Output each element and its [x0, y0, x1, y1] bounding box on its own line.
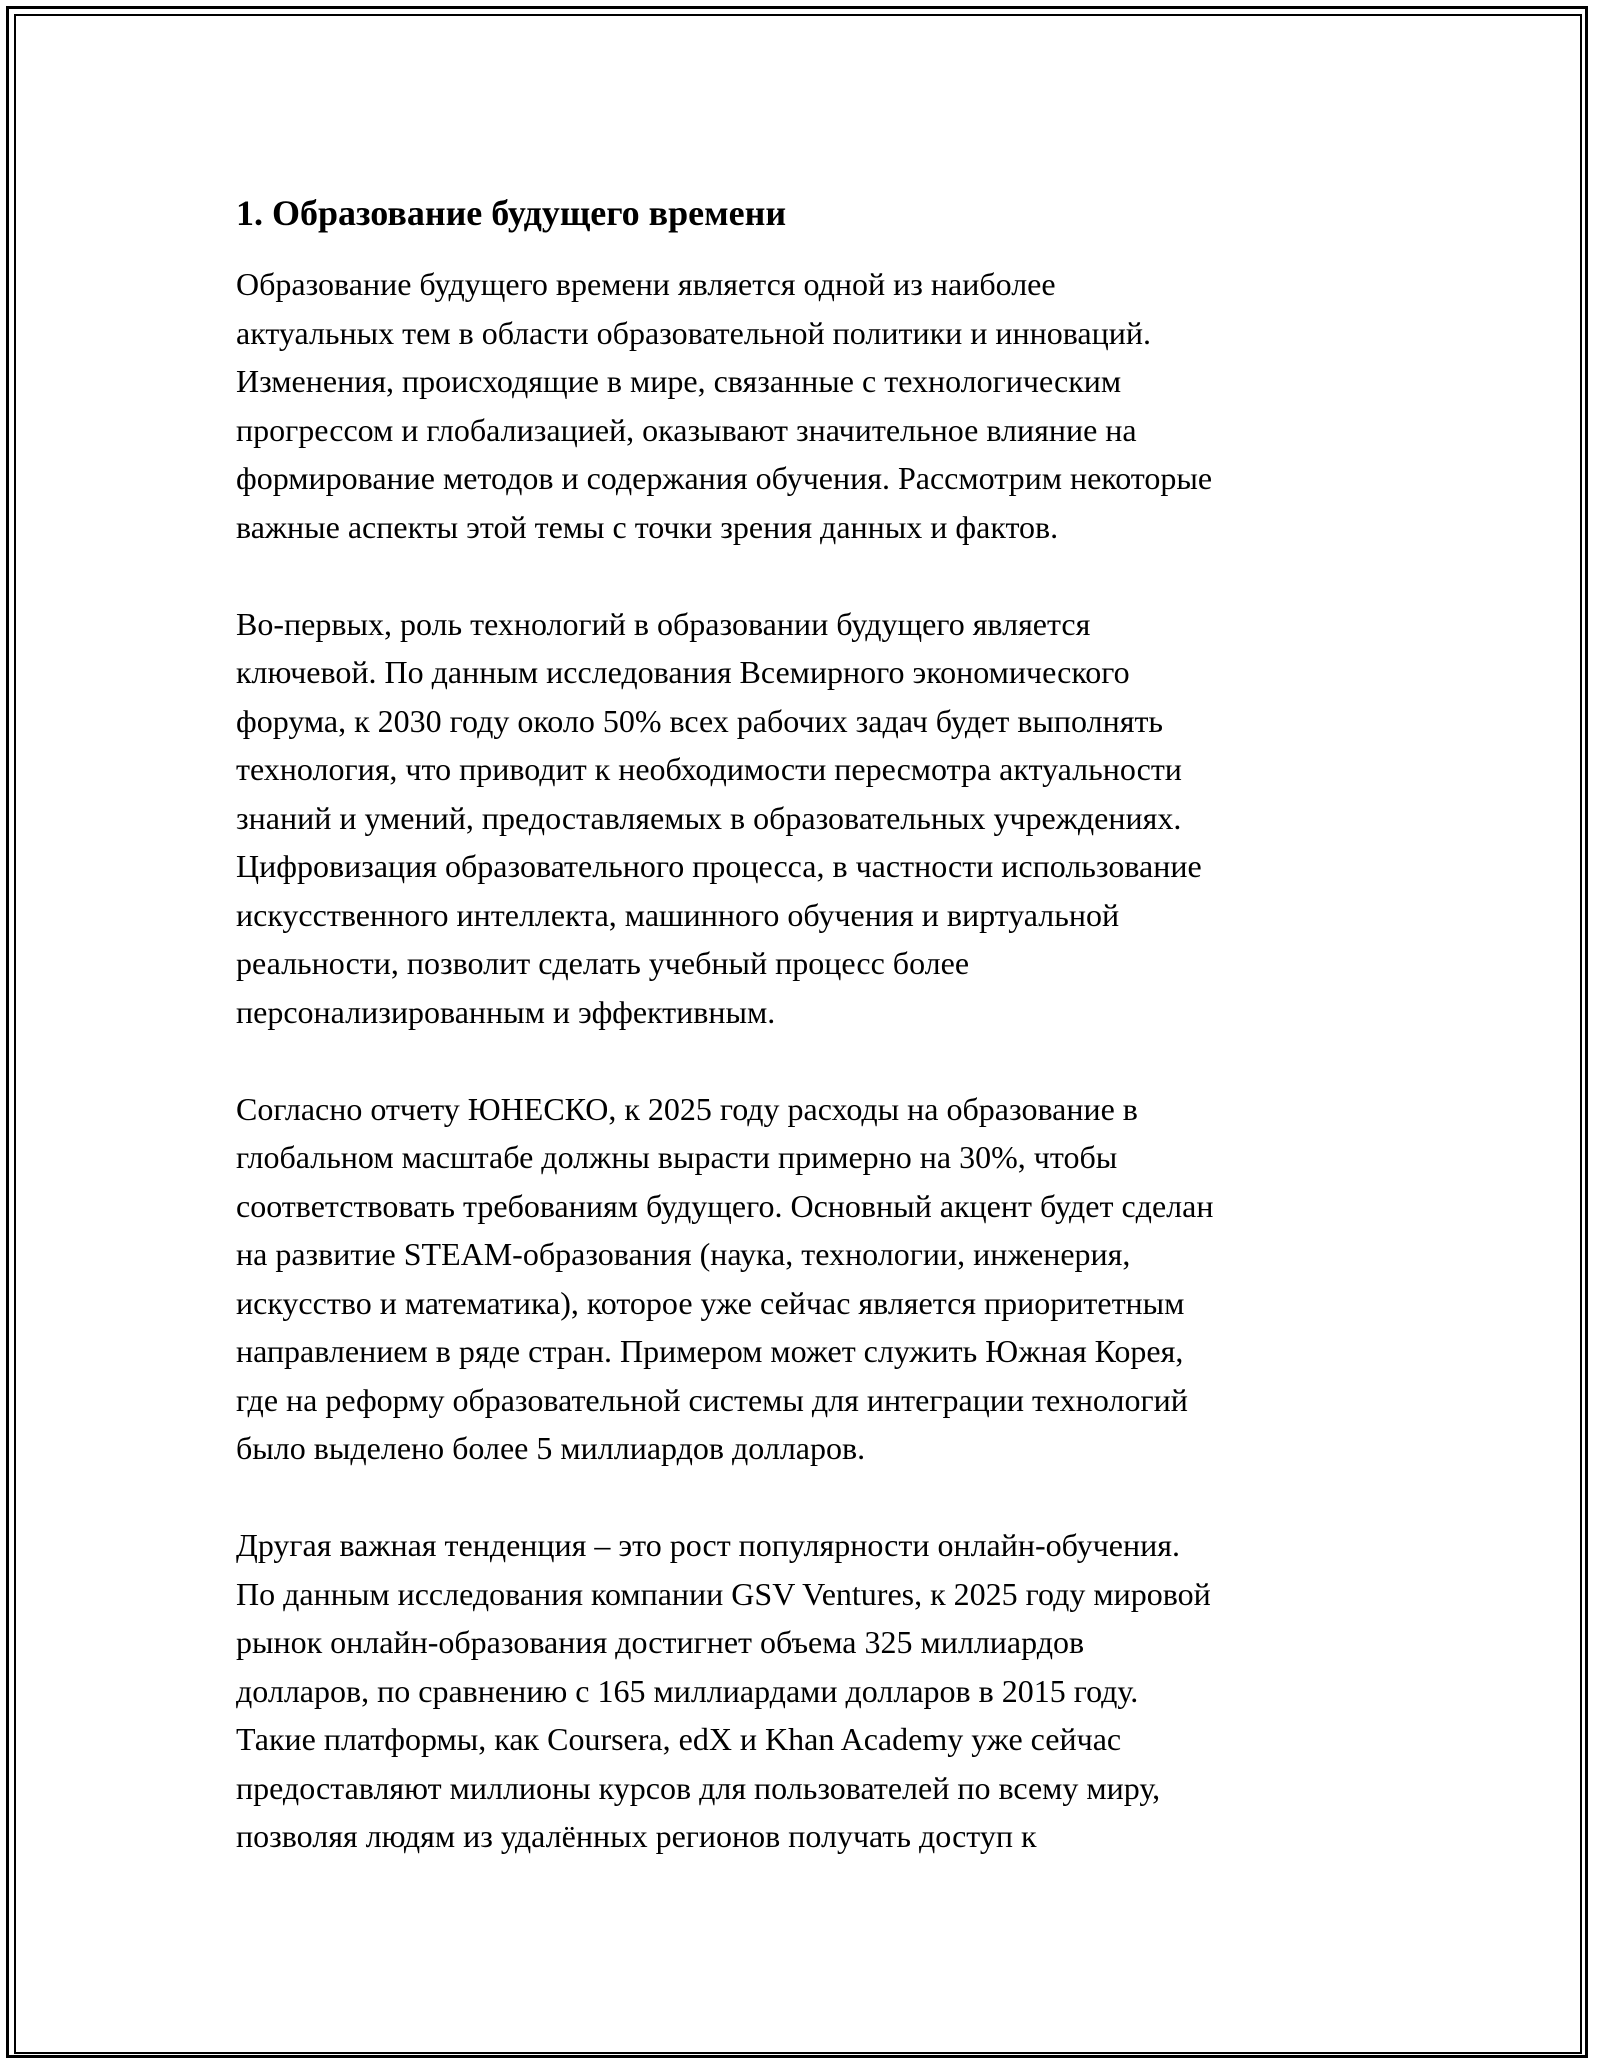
- text-line: направлением в ряде стран. Примером может служить Южная Корея,: [236, 1333, 1184, 1369]
- text-line: Цифровизация образовательного процесса, в частности использование: [236, 848, 1202, 884]
- text-line: долларов, по сравнению с 165 миллиардами долларов в 2015 году.: [236, 1672, 1139, 1709]
- document-body: [236, 186, 1386, 1909]
- paragraph: [236, 1521, 1386, 1861]
- text-line: на развитие STEAM-образования (наука, технологии, инженерия,: [236, 1236, 1131, 1272]
- paragraphs-container: [236, 260, 1386, 1861]
- text-line: рынок онлайн-образования достигнет объема 325 миллиардов: [236, 1624, 1085, 1660]
- text-line: ключевой. По данным исследования Всемирного экономического: [236, 654, 1130, 690]
- text-line: технология, что приводит к необходимости пересмотра актуальности: [236, 751, 1182, 787]
- text-line: позволяя людям из удалённых регионов получать доступ к: [236, 1818, 1037, 1854]
- text-line: глобальном масштабе должны вырасти примерно на 30%, чтобы: [236, 1139, 1118, 1175]
- section-heading: 1. Образование будущего времени: [236, 193, 787, 233]
- text-line: где на реформу образовательной системы для интеграции технологий: [236, 1381, 1188, 1418]
- text-line: предоставляют миллионы курсов для пользователей по всему миру,: [236, 1769, 1161, 1806]
- text-line: Другая важная тенденция – это рост популярности онлайн-обучения.: [236, 1527, 1180, 1563]
- text-line: По данным исследования компании GSV Ventures, к 2025 году мировой: [236, 1575, 1211, 1612]
- text-line: прогрессом и глобализацией, оказывают значительное влияние на: [236, 411, 1137, 448]
- text-line: знаний и умений, предоставляемых в образовательных учреждениях.: [236, 799, 1182, 836]
- text-line: Согласно отчету ЮНЕСКО, к 2025 году расходы на образование в: [236, 1090, 1138, 1127]
- paragraph: [236, 600, 1386, 1037]
- paragraph: [236, 1085, 1386, 1473]
- text-line: Такие платформы, как Coursera, edX и Khan Academy уже сейчас: [236, 1721, 1122, 1757]
- text-line: персонализированным и эффективным.: [236, 993, 776, 1030]
- text-line: искусство и математика), которое уже сейчас является приоритетным: [236, 1284, 1185, 1321]
- text-line: Изменения, происходящие в мире, связанные с технологическим: [236, 363, 1122, 399]
- text-line: Во-первых, роль технологий в образовании будущего является: [236, 605, 1091, 642]
- text-line: реальности, позволит сделать учебный процесс более: [236, 945, 970, 981]
- text-line: искусственного интеллекта, машинного обучения и виртуальной: [236, 896, 1120, 933]
- text-line: формирование методов и содержания обучения. Рассмотрим некоторые: [236, 460, 1213, 496]
- text-line: актуальных тем в области образовательной политики и инноваций.: [236, 314, 1151, 351]
- text-line: важные аспекты этой темы с точки зрения данных и фактов.: [236, 508, 1059, 545]
- text-line: соответствовать требованиям будущего. Основный акцент будет сделан: [236, 1187, 1214, 1224]
- text-line: Образование будущего времени является одной из наиболее: [236, 266, 1056, 302]
- text-line: форума, к 2030 году около 50% всех рабочих задач будет выполнять: [236, 702, 1164, 739]
- paragraph: [236, 260, 1386, 551]
- text-line: было выделено более 5 миллиардов долларов.: [236, 1430, 866, 1466]
